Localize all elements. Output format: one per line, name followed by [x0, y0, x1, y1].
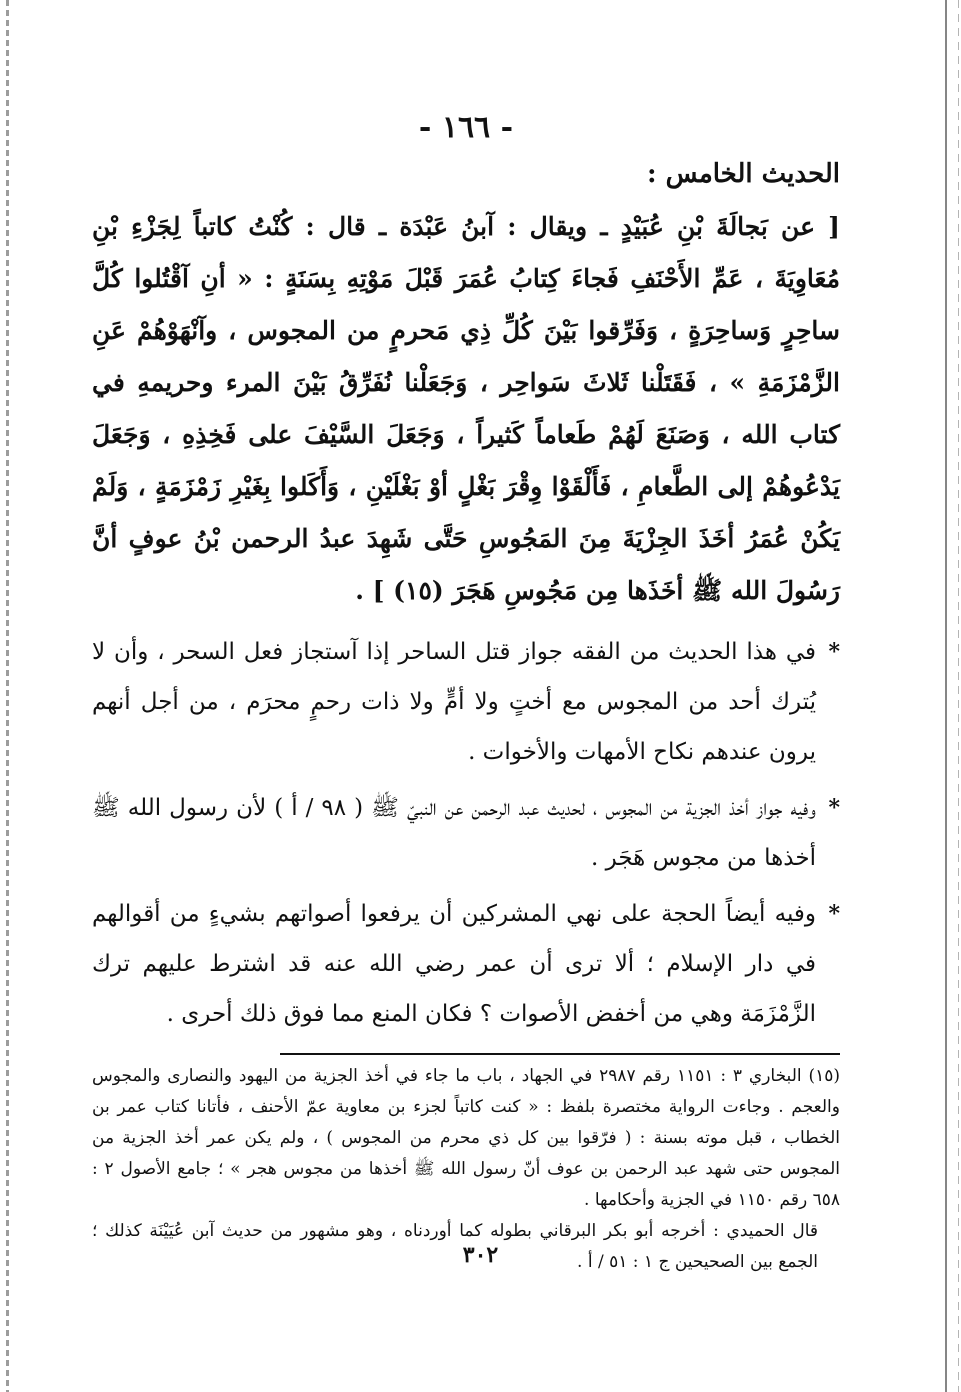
page-number-top: - ١٦٦ - — [418, 110, 514, 145]
scan-edge-right — [945, 0, 947, 1392]
bullet-star-icon: * — [828, 639, 840, 665]
footnote-15: (١٥) البخاري ٣ : ١١٥١ رقم ٢٩٨٧ في الجهاد ، باب ما جاء في أخذ الجزية من اليهود والنصارى والمجوس والعجم . وجاءت الرواية مختصرة بلفظ : « كنت كاتباً لجزء بن معاوية عمّ الأحنف ، فأتانا كتاب عمر بن الخطاب ، قبل موته بسنة : ( فرّقوا بين كل ذي محرم من المجوس ) ، ولم يكن عمر أخذ الجزية من المجوس حتى شهد عبد الرحمن بن عوف أنّ رسول الله ﷺ أخذها من مجوس هجر » ؛ جامع الأصول ٢ : ٦٥٨ رقم ١١٥٠ في الجزية وأحكامها . — [92, 1066, 840, 1210]
note-paragraph — [92, 783, 840, 883]
note-paragraph — [92, 889, 840, 1039]
scan-edge-left — [6, 0, 9, 1392]
note-text: وفيه أيضاً الحجة على نهي المشركين أن يرفعوا أصواتهم بشيءٍ من أقوالهم في دار الإسلام ؛ ألا ترى أن عمر رضي الله عنه قد اشترط عليهم ترك الزَّمْزَمَة وهي من أخفض الأصوات ؟ فكان المنع مما فوق ذلك أحرى . — [92, 901, 816, 1027]
note-text: وفيه جواز أخذ الجزية من المجوس ، لحديث عبد الرحمن عن النبيّ ﷺ ( ٩٨ / أ ) لأن رسول الله ﷺ أخذها من مجوس هَجَر . — [92, 795, 816, 871]
note-paragraph — [92, 627, 840, 777]
footnote-divider — [280, 1053, 840, 1055]
note-text: في هذا الحديث من الفقه جواز قتل الساحر إذا آستجاز فعل السحر ، وأن لا يُترك أحد من المجوس مع أختٍ ولا أمٍّ ولا ذات رحمٍ محرَم ، من أجل أنهم يرون عندهم نكاح الأمهات والأخوات . — [92, 639, 816, 765]
bullet-star-icon: * — [828, 795, 840, 821]
page-number-bottom: ٣٠٢ — [462, 1242, 499, 1268]
bullet-star-icon: * — [828, 901, 840, 927]
scan-edge-right-faint — [958, 0, 959, 1392]
footnote-humaydi: قال الحميدي : أخرجه أبو بكر البرقاني بطوله كما أوردناه ، وهو مشهور من حديث آبن عُيَيْنَة كذلك ؛ الجمع بين الصحيحين ج ١ : ٥١ / أ . — [92, 1221, 818, 1272]
page-body — [92, 110, 840, 1278]
hadith-text: [ عن بَجالَةَ بْنِ عُبَيْدٍ ـ ويقال : آبنُ عَبْدَة ـ قال : كُنْتُ كاتباً لِجَزْءِ بْنِ مُعَاوِيَةَ ، عَمِّ الأَحْنَفِ فَجاءَ كِتابُ عُمَرَ قَبْلَ مَوْتِهِ بِسَنَةٍ : « أنِ آقْتُلوا كُلَّ ساحِرٍ وَساحِرَةٍ ، وَفَرِّقوا بَيْنَ كُلِّ ذِي مَحرمٍ من المجوس ، وآنْهَوْهُمْ عَنِ الزَّمْزَمَةِ » ، فَقَتَلْنا ثَلاثَ سَواحِر ، وَجَعَلْنا نُفَرِّقُ بَيْنَ المرء وحريمهِ في كتاب الله ، وَصَنَعَ لَهُمْ طَعاماً كَثيراً ، وَجَعَلَ السَّيْفَ على فَخِذِهِ ، وَجَعَلَ يَدْعُوهُمْ إلى الطَّعامِ ، فَأَلْقَوْا وِقْرَ بَغْلٍ أوْ بَغْلَيْنِ ، وَأَكَلوا بِغَيْرِ زَمْزَمَةٍ ، وَلَمْ يَكُنْ عُمَرُ أخَذَ الجِزْيَةَ مِنَ المَجُوسِ حَتَّى شَهِدَ عبدُ الرحمن بْنُ عوفٍ أنَّ رَسُولَ الله ﷺ أخَذَها مِن مَجُوسِ هَجَرَ (١٥) ] . — [92, 212, 840, 605]
section-heading: الحديث الخامس : — [647, 159, 840, 189]
